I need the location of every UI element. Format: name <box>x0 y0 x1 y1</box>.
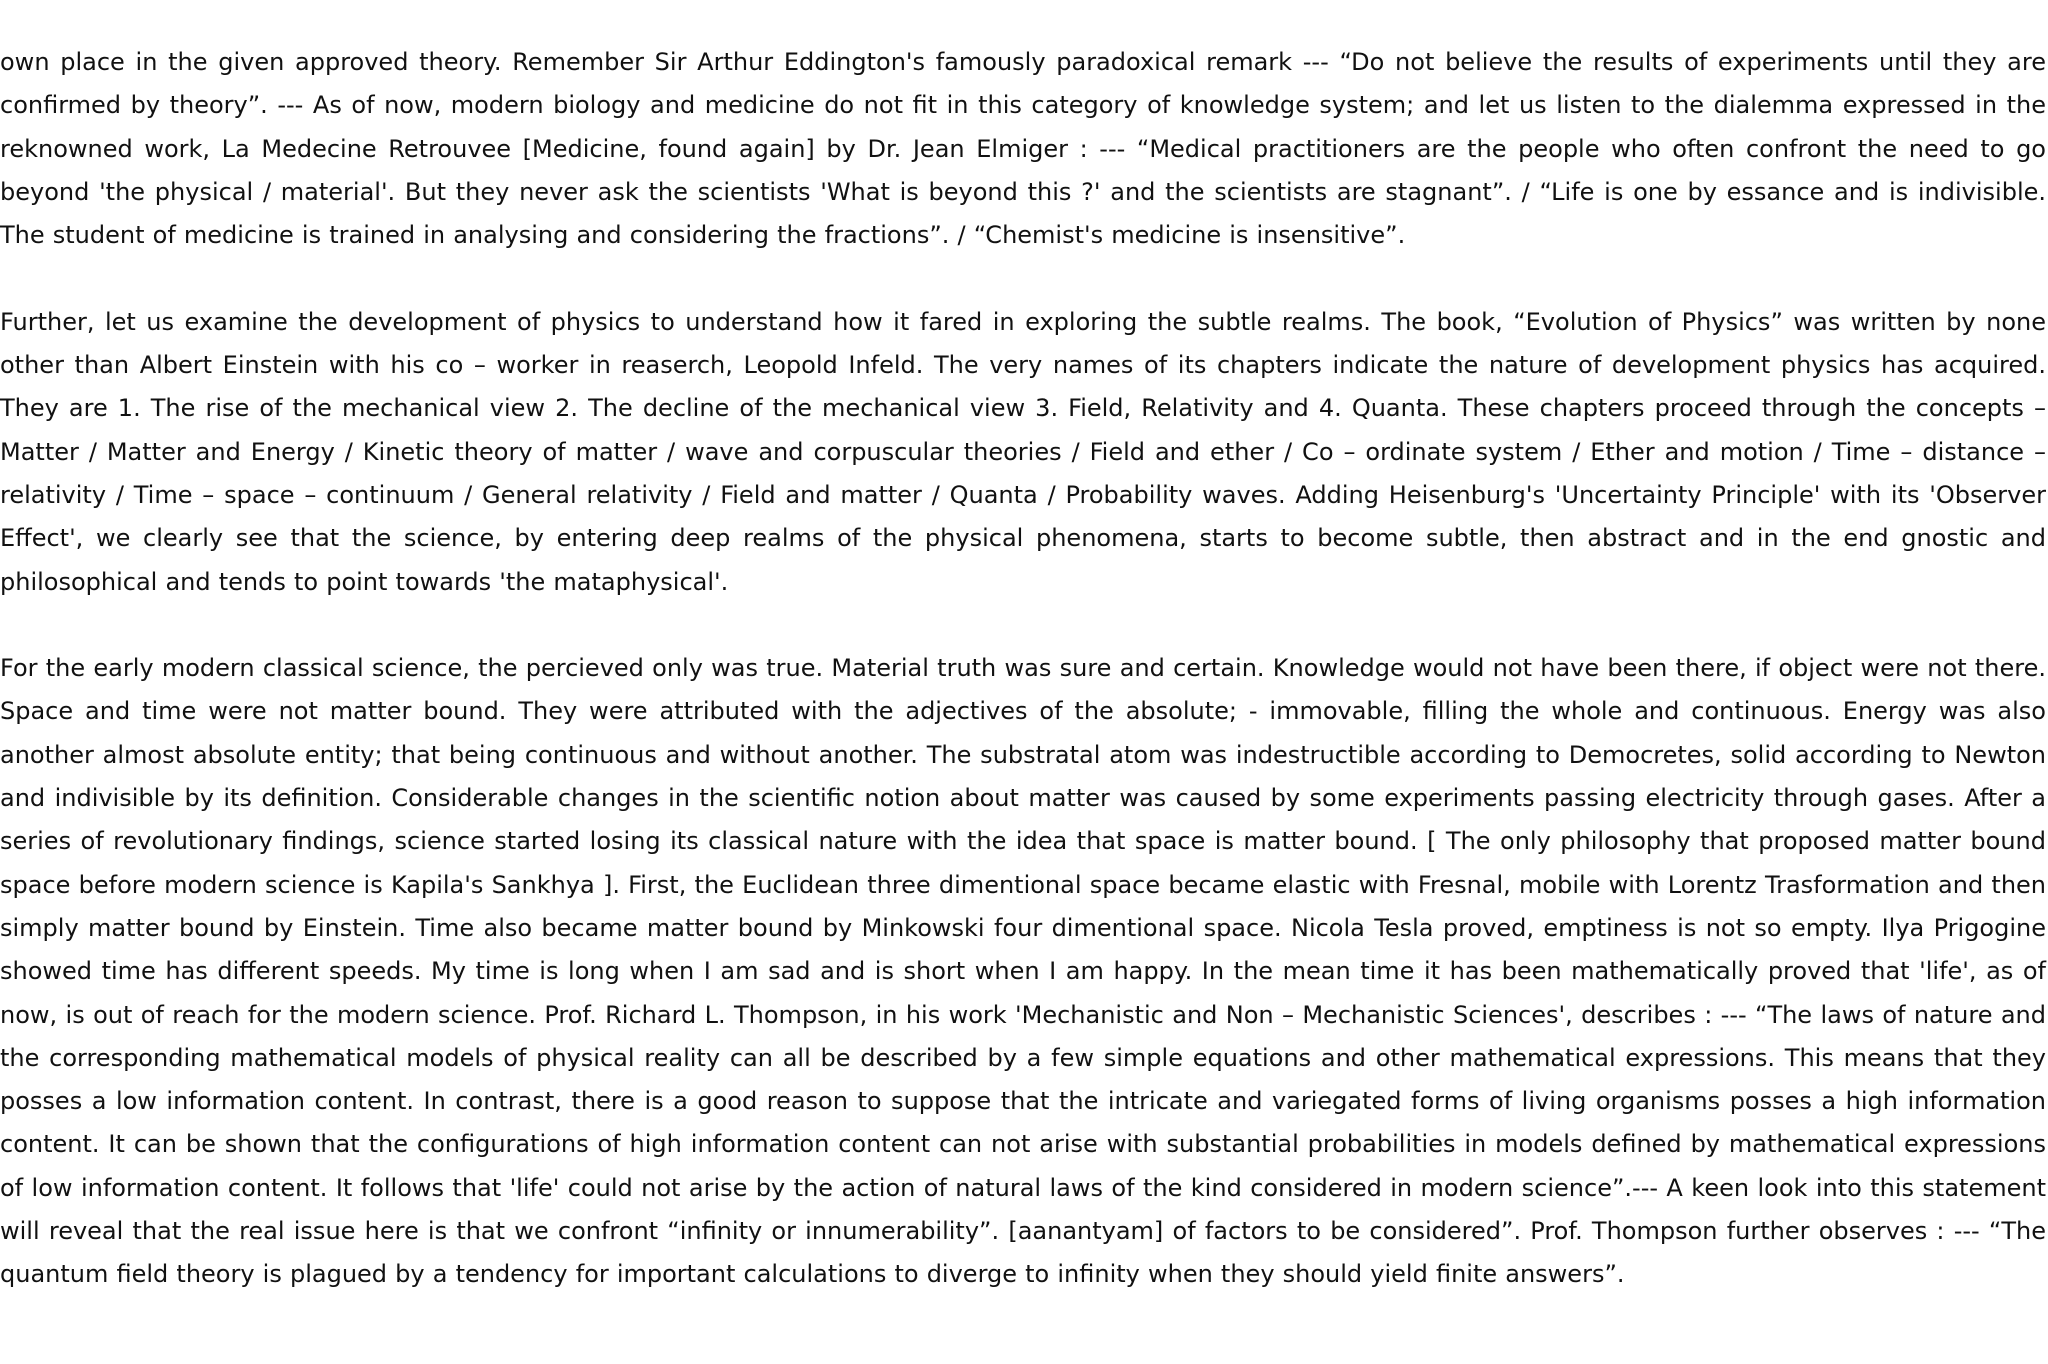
paragraph-medicine: own place in the given approved theory. Remember Sir Arthur Eddington's famously paradoxical remark --- “Do not believe the results of experiments until they are confirmed by theory”. --- As of now, modern biology and medicine do not fit in this category of knowledge system; and let us listen to the dialemma expressed in the reknowned work, La Medecine Retrouvee [Medicine, found again] by Dr. Jean Elmiger : --- “Medical practitioners are the people who often confront the need to go beyond 'the physical / material'. But they never ask the scientists 'What is beyond this ?' and the scientists are stagnant”. / “Life is one by essance and is indivisible. The student of medicine is trained in analysing and considering the fractions”. / “Chemist's medicine is insensitive”. <box>0 48 2046 250</box>
paragraph-physics: Further, let us examine the development of physics to understand how it fared in exploring the subtle realms. The book, “Evolution of Physics” was written by none other than Albert Einstein with his co – worker in reaserch, Leopold Infeld. The very names of its chapters indicate the nature of development physics has acquired. They are 1. The rise of the mechanical view 2. The decline of the mechanical view 3. Field, Relativity and 4. Quanta. These chapters proceed through the concepts – Matter / Matter and Energy / Kinetic theory of matter / wave and corpuscular theories / Field and ether / Co – ordinate system / Ether and motion / Time – distance – relativity / Time – space – continuum / General relativity / Field and matter / Quanta / Probability waves. Adding Heisenburg's 'Uncertainty Principle' with its 'Observer Effect', we clearly see that the science, by entering deep realms of the physical phenomena, starts to become subtle, then abstract and in the end gnostic and philosophical and tends to point towards 'the mataphysical'. <box>0 307 2046 596</box>
document-body <box>0 41 2046 1297</box>
paragraph-classical-science: For the early modern classical science, the percieved only was true. Material truth was sure and certain. Knowledge would not have been there, if object were not there. Space and time were not matter bound. They were attributed with the adjectives of the absolute; - immovable, filling the whole and continuous. Energy was also another almost absolute entity; that being continuous and without another. The substratal atom was indestructible according to Democretes, solid according to Newton and indivisible by its definition. Considerable changes in the scientific notion about matter was caused by some experiments passing electricity through gases. After a series of revolutionary findings, science started losing its classical nature with the idea that space is matter bound. [ The only philosophy that proposed matter bound space before modern science is Kapila's Sankhya ]. First, the Euclidean three dimentional space became elastic with Fresnal, mobile with Lorentz Trasformation and then simply matter bound by Einstein. Time also became matter bound by Minkowski four dimentional space. Nicola Tesla proved, emptiness is not so empty. Ilya Prigogine showed time has different speeds. My time is long when I am sad and is short when I am happy. In the mean time it has been mathematically proved that 'life', as of now, is out of reach for the modern science. Prof. Richard L. Thompson, in his work 'Mechanistic and Non – Mechanistic Sciences', describes : --- “The laws of nature and the corresponding mathematical models of physical reality can all be described by a few simple equations and other mathematical expressions. This means that they posses a low information content. In contrast, there is a good reason to suppose that the intricate and variegated forms of living organisms posses a high information content. It can be shown that the configurations of high information content can not arise with substantial probabilities in models defined by mathematical expressions of low information content. It follows that 'life' could not arise by the action of natural laws of the kind considered in modern science”.--- A keen look into this statement will reveal that the real issue here is that we confront “infinity or innumerability”. [aanantyam] of factors to be considered”. Prof. Thompson further observes : --- “The quantum field theory is plagued by a tendency for important calculations to diverge to infinity when they should yield finite answers”. <box>0 654 2046 1289</box>
